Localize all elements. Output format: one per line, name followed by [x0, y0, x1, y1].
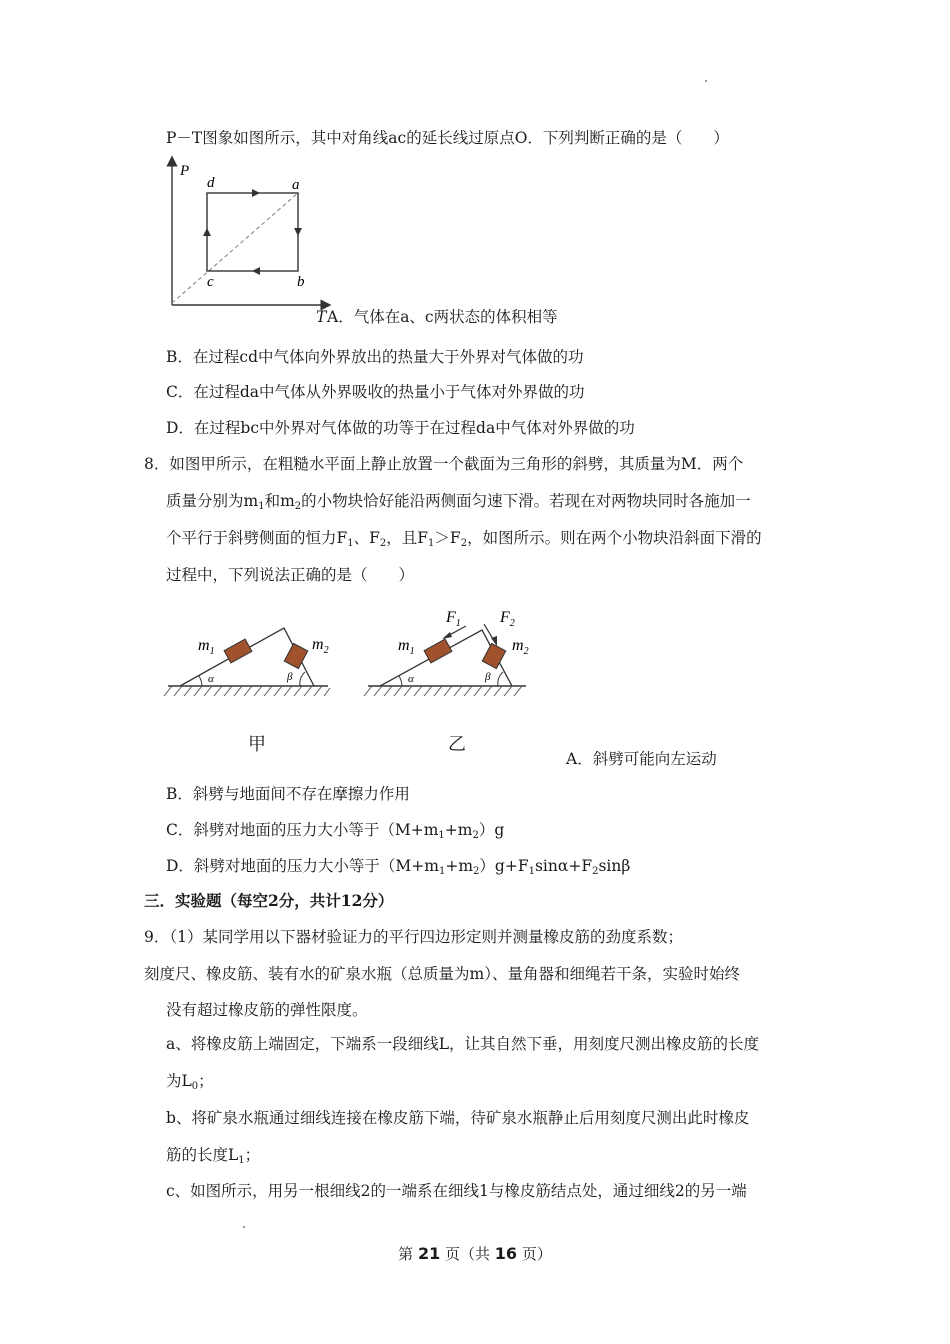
q8-option-b: B．斜劈与地面间不存在摩擦力作用 [166, 785, 410, 803]
q7-stem: P－T图象如图所示，其中对角线ac的延长线过原点O．下列判断正确的是（ ） [166, 129, 729, 147]
q8-line1: 8．如图甲所示，在粗糙水平面上静止放置一个截面为三角形的斜劈，其质量为M．两个 [144, 455, 744, 473]
block-m2 [482, 643, 506, 668]
caption-jia: 甲 [248, 734, 266, 755]
svg-text:β: β [485, 671, 491, 683]
wedge-figure-yi [362, 600, 532, 710]
svg-text:m2: $m_2$ [512, 637, 529, 657]
label-b: b [297, 274, 305, 290]
label-c: c [207, 274, 214, 290]
scan-dot [243, 1226, 245, 1228]
q7-option-c: C．在过程da中气体从外界吸收的热量小于气体对外界做的功 [166, 383, 585, 401]
q9-step-b: b、将矿泉水瓶通过细线连接在橡皮筋下端，待矿泉水瓶静止后用刻度尺测出此时橡皮 [166, 1109, 750, 1127]
q9-line2: 刻度尺、橡皮筋、装有水的矿泉水瓶（总质量为m）、量角器和细绳若干条，实验时始终 [144, 965, 740, 983]
t-axis-label: T [316, 308, 327, 326]
svg-text:F2: $F_2$ [500, 609, 515, 629]
block-m2 [284, 643, 308, 668]
label-d: d [207, 175, 215, 191]
svg-text:β: β [287, 671, 293, 683]
q7-option-d: D．在过程bc中外界对气体做的功等于在过程da中气体对外界做的功 [166, 419, 635, 437]
q7-option-b: B．在过程cd中气体向外界放出的热量大于外界对气体做的功 [166, 348, 584, 366]
arrow-ab [294, 228, 302, 236]
q7-option-a: A．气体在a、c两状态的体积相等 [327, 308, 558, 326]
pt-graph [160, 155, 335, 325]
q8-line3: 个平行于斜劈侧面的恒力$F_1$、$F_2$，且$F_1>F_2$，如图所示。则在两个小物块沿斜面下滑的 [166, 529, 762, 549]
q8-option-a: A．斜劈可能向左运动 [566, 750, 717, 768]
q9-line3: 没有超过橡皮筋的弹性限度。 [166, 1001, 368, 1019]
q9-step-a-cont: 为$L_0$； [166, 1072, 214, 1092]
arrow-cd [203, 228, 211, 236]
q8-option-d: D．斜劈对地面的压力大小等于$(M+m_1+m_2)g+F_1\sin\alpha+F_2\sin\beta$ [166, 857, 631, 877]
wedge-figure-jia [162, 618, 334, 710]
section-heading: 三．实验题（每空2分，共计12分） [144, 891, 394, 910]
q8-option-c: C．斜劈对地面的压力大小等于$(M+m_1+m_2)g$ [166, 821, 505, 841]
svg-text:m2: $m_2$ [312, 636, 329, 656]
svg-text:m1: $m_1$ [198, 637, 215, 657]
diagonal-ac [172, 193, 298, 303]
q9-step-a: a、将橡皮筋上端固定，下端系一段细线L，让其自然下垂，用刻度尺测出橡皮筋的长度 [166, 1035, 760, 1053]
svg-text:F1: $F_1$ [446, 609, 461, 629]
caption-yi: 乙 [448, 734, 466, 755]
q9-step-b-cont: 筋的长度$L_1$； [166, 1146, 261, 1166]
svg-text:m1: $m_1$ [398, 637, 415, 657]
page-footer: 第 21 页（共 16 页） [398, 1244, 552, 1263]
scan-dot [705, 80, 707, 82]
q8-line2: 质量分别为$m_1$和$m_2$的小物块恰好能沿两侧面匀速下滑。若现在对两物块同时各施加一 [166, 492, 751, 512]
q9-line1: 9．（1）某同学用以下器材验证力的平行四边形定则并测量橡皮筋的劲度系数； [144, 928, 683, 946]
svg-text:α: α [208, 673, 214, 685]
svg-text:α: α [408, 673, 414, 685]
arrow-bc [252, 267, 260, 275]
arrow-da [252, 189, 260, 197]
p-axis-label: P [180, 163, 190, 179]
q8-line4: 过程中，下列说法正确的是（ ） [166, 566, 415, 584]
label-a: a [292, 177, 300, 193]
q9-step-c: c、如图所示，用另一根细线2的一端系在细线1与橡皮筋结点处，通过细线2的另一端 [166, 1182, 747, 1200]
